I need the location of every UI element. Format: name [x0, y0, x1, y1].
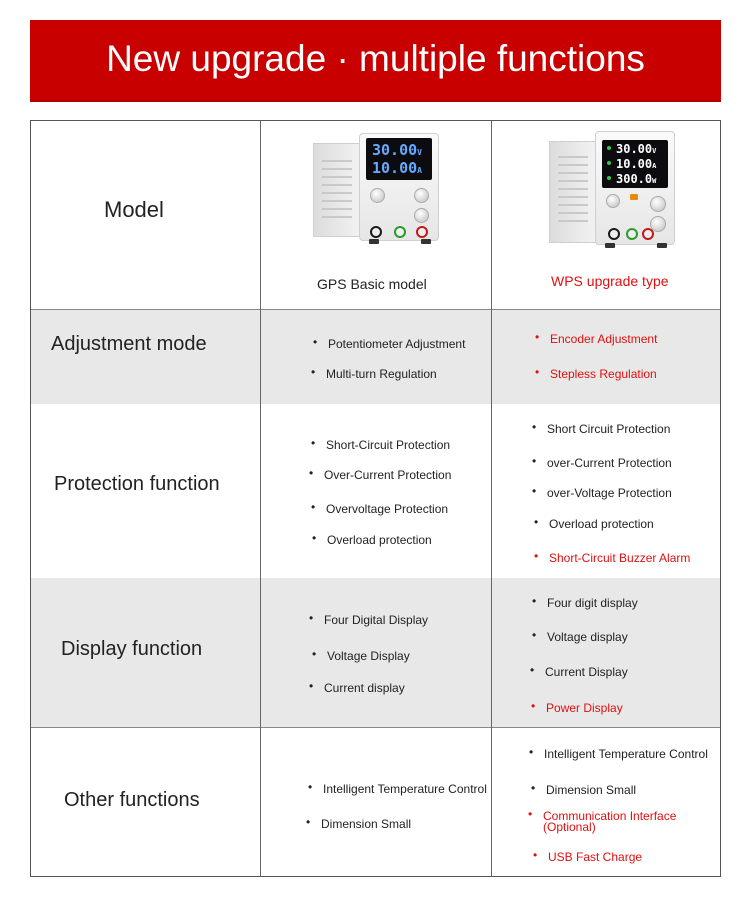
black-terminal-icon	[370, 226, 382, 238]
wps-power-unit: W	[652, 177, 657, 185]
voltage-knob-icon	[370, 188, 385, 203]
list-item: • USB Fast Charge	[548, 850, 642, 864]
list-item: • Dimension Small	[321, 817, 411, 831]
gps-voltage-readout: 30.00	[372, 141, 418, 159]
wps-device-image	[549, 131, 679, 255]
gps-current-readout: 10.00	[372, 159, 418, 177]
comparison-table	[30, 120, 721, 877]
list-item: • Current display	[324, 681, 405, 695]
divider	[31, 727, 720, 728]
column-divider	[260, 121, 261, 876]
green-terminal-icon	[394, 226, 406, 238]
row-label-protection: Protection function	[54, 473, 220, 495]
wps-voltage-readout: 30.00	[616, 142, 653, 156]
list-item: • Potentiometer Adjustment	[328, 337, 465, 351]
list-item: • Stepless Regulation	[550, 367, 657, 381]
divider	[31, 309, 720, 310]
wps-caption: WPS upgrade type	[551, 273, 669, 289]
list-item: • Dimension Small	[546, 783, 636, 797]
power-button-icon	[606, 194, 620, 208]
list-item: • Voltage Display	[327, 649, 410, 663]
usb-port-icon	[630, 194, 638, 200]
list-item: • Voltage display	[547, 630, 628, 644]
list-item: • Overload protection	[327, 533, 432, 547]
wps-current-readout: 10.00	[616, 157, 653, 171]
list-item: • Four Digital Display	[324, 613, 428, 627]
row-bg-adjustment	[31, 310, 720, 404]
list-item: • Over-Current Protection	[324, 468, 451, 482]
gps-current-unit: A	[417, 166, 422, 175]
wps-power-readout: 300.0	[616, 172, 653, 186]
list-item: • Current Display	[545, 665, 628, 679]
list-item: • Encoder Adjustment	[550, 332, 657, 346]
list-item: • over-Voltage Protection	[547, 486, 672, 500]
wps-current-unit: A	[652, 162, 657, 170]
wps-display	[602, 140, 668, 188]
list-item: • Power Display	[546, 701, 623, 715]
model-label: Model	[104, 197, 164, 222]
gps-caption: GPS Basic model	[317, 276, 427, 292]
wps-voltage-unit: V	[652, 147, 657, 155]
red-terminal-icon	[416, 226, 428, 238]
column-divider	[491, 121, 492, 876]
list-item: • Multi-turn Regulation	[326, 367, 437, 381]
encoder-knob-icon	[650, 196, 666, 212]
row-label-other: Other functions	[64, 789, 200, 811]
list-item: • Short-Circuit Buzzer Alarm	[549, 551, 690, 565]
list-item: • Communication Interface (Optional)	[543, 811, 693, 833]
black-terminal-icon	[608, 228, 620, 240]
gps-device-image	[313, 133, 443, 251]
list-item: • Short-Circuit Protection	[326, 438, 450, 452]
green-terminal-icon	[626, 228, 638, 240]
list-item: • over-Current Protection	[547, 456, 672, 470]
gps-voltage-unit: V	[417, 148, 422, 157]
voltage-knob-icon	[414, 188, 429, 203]
list-item: • Overvoltage Protection	[326, 502, 448, 516]
list-item: • Four digit display	[547, 596, 638, 610]
banner-title: New upgrade · multiple functions	[106, 38, 645, 79]
red-terminal-icon	[642, 228, 654, 240]
row-label-adjustment: Adjustment mode	[51, 333, 207, 355]
list-item: • Overload protection	[549, 517, 654, 531]
title-banner	[30, 20, 721, 102]
list-item: • Intelligent Temperature Control	[323, 782, 487, 796]
gps-display	[366, 138, 432, 180]
list-item: • Short Circuit Protection	[547, 422, 670, 436]
current-knob-icon	[414, 208, 429, 223]
list-item: • Intelligent Temperature Control	[544, 747, 708, 761]
row-label-display: Display function	[61, 638, 203, 660]
